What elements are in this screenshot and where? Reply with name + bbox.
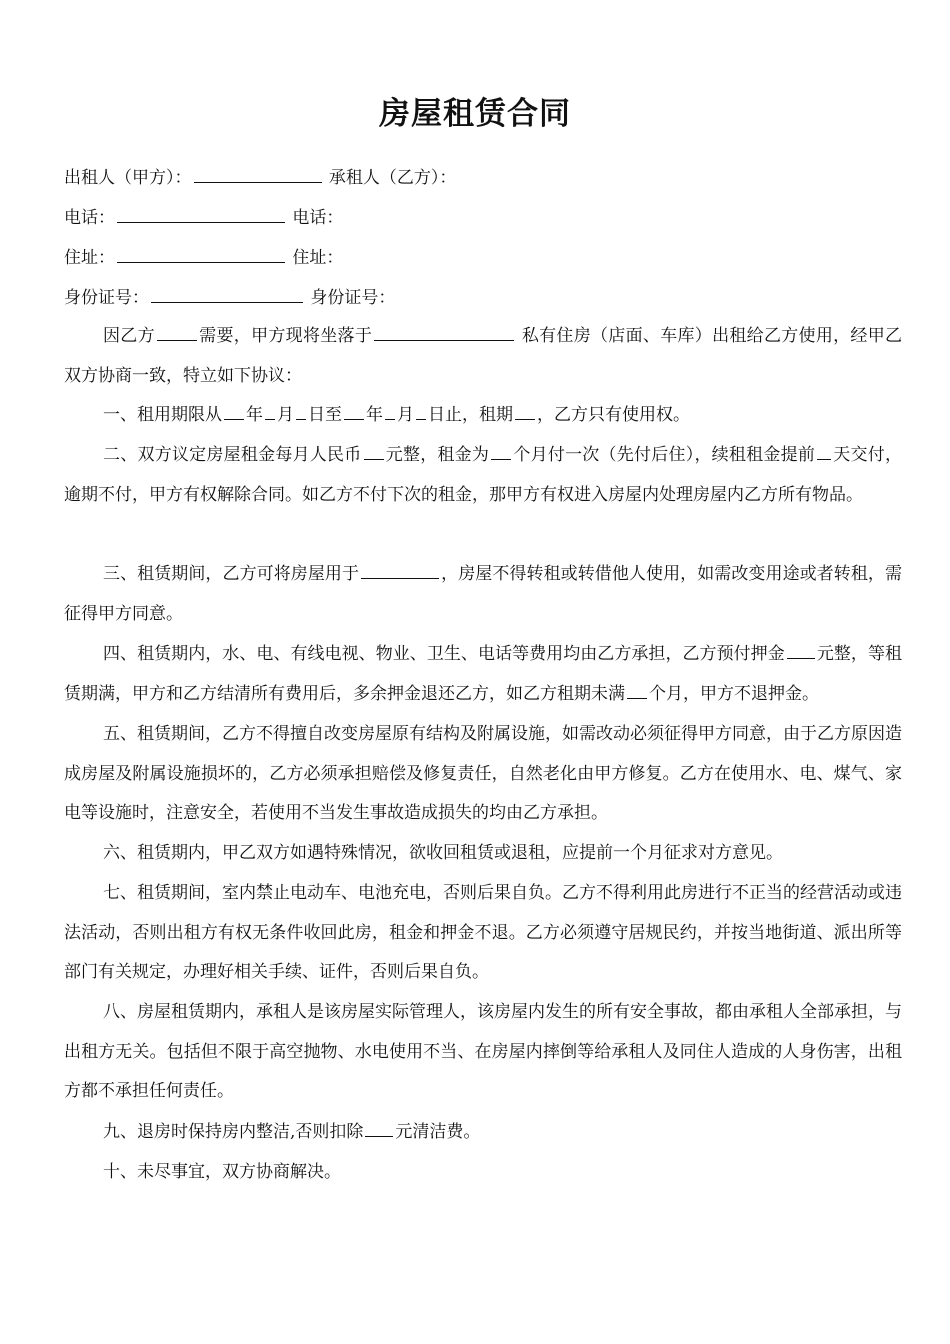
cleaning-fee-field[interactable] <box>365 1122 393 1137</box>
end-year-field[interactable] <box>344 405 364 420</box>
clause1-term: 日止，租期 <box>428 405 513 425</box>
clause1-year: 年 <box>246 405 263 425</box>
min-months-field[interactable] <box>627 684 647 699</box>
end-month-field[interactable] <box>385 405 395 420</box>
lessee-phone-label: 电话： <box>292 208 344 228</box>
location-field[interactable] <box>374 326 514 341</box>
clause4-text-3: 个月，甲方不退押金。 <box>649 683 819 704</box>
lessee-address-label: 住址： <box>292 248 344 268</box>
clause-8: 八、房屋租赁期内，承租人是该房屋实际管理人，该房屋内发生的所有安全事故，都由承租人全部承担，与出租方无关。包括但不限于高空抛物、水电使用不当、在房屋内摔倒等给承租人及同住人造成的人身伤害，出租方都不承担任何责任。 <box>64 1002 902 1102</box>
purpose-field[interactable] <box>157 326 197 341</box>
advance-days-field[interactable] <box>817 445 831 460</box>
start-day-field[interactable] <box>296 405 306 420</box>
phone-line <box>64 206 902 230</box>
clause2-text-4: 天交付，逾期不付，甲方有权解除合同。如乙方不付下次的租金，那甲方有权进入房屋内处理房屋内乙方所有物品。 <box>64 445 903 505</box>
term-field[interactable] <box>515 405 535 420</box>
page-title: 房屋租赁合同 <box>379 96 571 132</box>
clause-3 <box>64 555 902 634</box>
clause-9 <box>64 1113 902 1153</box>
lessor-lessee-line <box>64 166 902 190</box>
lessor-id-label: 身份证号： <box>64 288 149 308</box>
usage-field[interactable] <box>361 564 439 579</box>
lessor-address-field[interactable] <box>117 246 285 263</box>
start-year-field[interactable] <box>224 405 244 420</box>
clause-1 <box>64 396 902 436</box>
intro-text-1: 因乙方 <box>103 326 155 346</box>
lessor-label: 出租人（甲方）： <box>64 168 192 188</box>
clause1-year2: 年 <box>366 405 383 425</box>
clause2-text: 二、双方议定房屋租金每月人民币 <box>103 445 362 465</box>
lessor-phone-label: 电话： <box>64 208 115 228</box>
address-line <box>64 246 902 270</box>
deposit-field[interactable] <box>787 644 815 659</box>
lessor-id-field[interactable] <box>151 286 303 303</box>
lessor-phone-field[interactable] <box>117 206 285 223</box>
lessor-name-field[interactable] <box>194 166 322 183</box>
clause1-month2: 月 <box>397 405 414 425</box>
clause1-to: 日至 <box>308 405 342 425</box>
clause-4 <box>64 635 902 714</box>
clause2-text-3: 个月付一次（先付后住），续租租金提前 <box>513 445 816 465</box>
id-line <box>64 286 902 310</box>
clause-6: 六、租赁期内，甲乙双方如遇特殊情况，欲收回租赁或退租，应提前一个月征求对方意见。 <box>103 843 783 863</box>
rent-amount-field[interactable] <box>364 445 384 460</box>
intro-paragraph <box>64 317 902 396</box>
clause3-text: 三、租赁期间，乙方可将房屋用于 <box>103 564 360 584</box>
intro-text-3: 私有住房（店面、车库）出租给乙方使用，经甲乙双方协商一致，特立如下协议： <box>64 326 903 386</box>
clause4-text: 四、租赁期内，水、电、有线电视、物业、卫生、电话等费用均由乙方承担，乙方预付押金 <box>103 644 785 664</box>
clause-2 <box>64 436 902 515</box>
lessee-id-label: 身份证号： <box>310 288 396 308</box>
clause3-text-2: ，房屋不得转租或转借他人使用，如需改变用途或者转租，需征得甲方同意。 <box>64 564 903 624</box>
clause2-text-2: 元整，租金为 <box>385 445 490 465</box>
clause-10: 十、未尽事宜，双方协商解决。 <box>103 1162 341 1182</box>
clause9-text: 九、退房时保持房内整洁,否则扣除 <box>103 1122 364 1142</box>
clause9-text-2: 元清洁费。 <box>395 1122 481 1142</box>
clause1-month: 月 <box>277 405 294 425</box>
lessee-label: 承租人（乙方）： <box>328 168 457 188</box>
start-month-field[interactable] <box>265 405 275 420</box>
intro-text-2: 需要，甲方现将坐落于 <box>198 326 373 346</box>
lessor-address-label: 住址： <box>64 248 115 268</box>
clause-7: 七、租赁期间，室内禁止电动车、电池充电，否则后果自负。乙方不得利用此房进行不正当的经营活动或违法活动，否则出租方有权无条件收回此房，租金和押金不退。乙方必须遵守居规民约，并按当地街道、派出所等部门有关规定，办理好相关手续、证件，否则后果自负。 <box>64 883 902 983</box>
payment-months-field[interactable] <box>491 445 511 460</box>
clause-5: 五、租赁期间，乙方不得擅自改变房屋原有结构及附属设施，如需改动必须征得甲方同意，由于乙方原因造成房屋及附属设施损坏的，乙方必须承担赔偿及修复责任，自然老化由甲方修复。乙方在使用水、电、煤气、家电等设施时，注意安全，若使用不当发生事故造成损失的均由乙方承担。 <box>64 724 902 824</box>
clause1-text: 一、租用期限从 <box>103 405 222 425</box>
clause1-end: ，乙方只有使用权。 <box>537 405 690 425</box>
end-day-field[interactable] <box>416 405 426 420</box>
clause4-text-2: 元整，等租赁期满，甲方和乙方结清所有费用后，多余押金退还乙方，如乙方租期未满 <box>64 644 903 704</box>
